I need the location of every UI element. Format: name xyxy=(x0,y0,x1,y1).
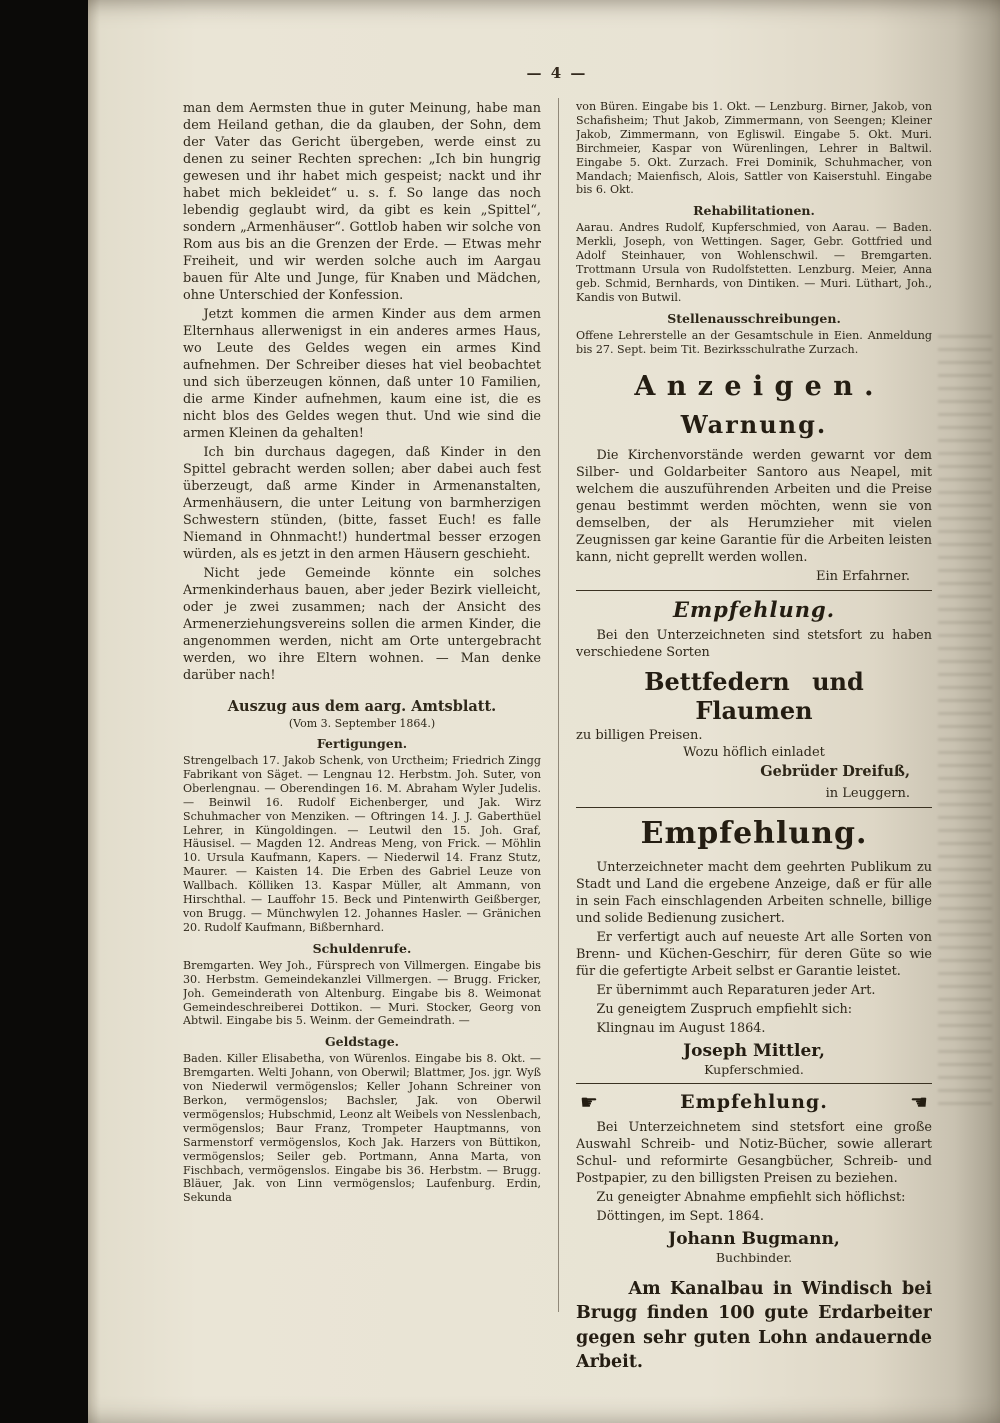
heading-stellenausschreibungen: Stellenausschreibungen. xyxy=(667,310,841,326)
anzeigen-header: Anzeigen. xyxy=(634,370,885,402)
section-rule xyxy=(576,807,932,808)
manicule-right-icon: ☛ xyxy=(580,1089,598,1114)
empfehlung-bettfedern-intro: Bei den Unterzeichneten sind stetsfort zu haben verschiedene Sorten xyxy=(576,627,932,660)
mittler-paragraph: Er übernimmt auch Reparaturen jeder Art. xyxy=(596,982,876,998)
bettfedern-place: in Leuggern. xyxy=(825,785,910,801)
mittler-dateline: Klingnau im August 1864. xyxy=(596,1020,766,1036)
bugmann-dateline: Döttingen, im Sept. 1864. xyxy=(596,1208,764,1224)
heading-rehabilitationen: Rehabilitationen. xyxy=(693,203,815,219)
fertigungen-body: Strengelbach 17. Jakob Schenk, von Urctheim; Friedrich Zingg Fabrikant von Säget. — Lengnau 12. Herbstm. Joh. Suter, von Oberlengnau. — Oberendingen 16. M. Abraham Wyler Judelis. — Beinwil 16. Rudolf Eichenberger, und Jak. Wirz Schuhmacher von Menziken. — Oftringen 14. J. J. Gaberthüel Lehrer, in Küngoldingen. — Leutwil den 15. Joh. Graf, Häusisel. — Magden 12. Andreas Meng, von Frick. — Möhlin 10. Ursula Kaufmann, Kapers. — Niederwil 14. Franz Stutz, Maurer. — Kaisten 14. Die Erben des Gabriel Leuze von Wallbach. Kölliken 13. Kaspar Müller, alt Ammann, von Hirschthal. — Lauffohr 15. Beck und Pintenwirth Geißberger, von Brugg. — Münchwylen 12. Johannes Hasler. — Gränichen 20. Rudolf Kaufmann, Bißbernhard. xyxy=(183,754,541,934)
empfehlung-bugmann-heading: Empfehlung. xyxy=(680,1090,828,1113)
section-rule xyxy=(576,590,932,591)
mittler-role: Kupferschmied. xyxy=(704,1061,804,1077)
rehabilitationen-body: Aarau. Andres Rudolf, Kupferschmied, von Aarau. — Baden. Merkli, Joseph, von Wettingen. Sager, Gebr. Gottfried und Adolf Steinhauer, von Wohlenschwil. — Bremgarten. Trottmann Ursula von Rudolfstetten. Lenzburg. Meier, Anna geb. Schmid, Bernhards, von Dintiken. — Muri. Lüthart, Joh., Kandis von Butwil. xyxy=(576,221,932,304)
geldstage-continuation: von Büren. Eingabe bis 1. Okt. — Lenzburg. Birner, Jakob, von Schafisheim; Thut Jakob, Zimmermann, von Seengen; Kleiner Jakob, Zimmermann, von Egliswil. Eingabe 5. Okt. Muri. Birchmeier, Kaspar von Würenlingen, Lehrer in Baltwil. Eingabe 5. Okt. Zurzach. Frei Dominik, Schuhmacher, von Mandach; Maienfisch, Alois, Sattler von Kaiserstuhl. Eingabe bis 6. Okt. xyxy=(576,100,932,197)
section-rule xyxy=(576,1083,932,1084)
bugmann-signature: Johann Bugmann, xyxy=(668,1228,840,1249)
stellenausschreibungen-body: Offene Lehrerstelle an der Gesamtschule in Eien. Anmeldung bis 27. Sept. beim Tit. Bezirksschulrathe Zurzach. xyxy=(576,328,932,356)
empfehlung-bettfedern-heading: Empfehlung. xyxy=(672,596,836,622)
empfehlung-mittler-heading: Empfehlung. xyxy=(640,815,868,851)
right-column xyxy=(576,100,932,1390)
job-ad: Am Kanalbau in Windisch bei Brugg finden 100 gute Erdarbeiter gegen sehr guten Lohn andauernde Arbeit. xyxy=(576,1278,932,1373)
amtsblatt-date: (Vom 3. September 1864.) xyxy=(288,717,436,730)
article-paragraph: Nicht jede Gemeinde könnte ein solches Armenkinderhaus bauen, aber jeder Bezirk vielleicht, oder je zwei zusammen; nach der Ansicht des Armenerziehungsvereins sollen die armen Kinder, die angenommen werden, nicht am Orte untergebracht werden, wo ihre Eltern wohnen. — Man denke darüber nach! xyxy=(183,566,541,683)
heading-geldstage: Geldstage. xyxy=(324,1034,400,1050)
amtsblatt-title: Auszug aus dem aarg. Amtsblatt. xyxy=(227,698,497,715)
price-line: zu billigen Preisen. xyxy=(576,727,703,743)
geldstage-body: Baden. Killer Elisabetha, von Würenlos. Eingabe bis 8. Okt. — Bremgarten. Welti Johann, von Oberwil; Blattmer, Jos. jgr. Wyß von Niederwil vermögenslos; Keller Johann Schreiner von Berkon, vermögenslos; Bachsler, Jak. von Oberwil vermögenslos; Hubschmid, Leonz alt Weibels von Nesslenbach, vermögenslos; Baur Franz, Trompeter Hauptmanns, von Sarmenstorf vermögenslos, Koch Jak. Harzers von Büttikon, vermögenslos; Seiler geb. Portmann, Anna Marta, von Fischbach, vermögenslos. Eingabe bis 36. Herbstm. — Brugg. Bläuer, Jak. von Linn vermögenslos; Laufenburg. Erdin, Sekunda xyxy=(183,1052,541,1205)
reverse-page-bleedthrough xyxy=(938,330,992,1110)
product-name: Bettfedern und Flaumen xyxy=(644,666,864,725)
heading-schuldenrufe: Schuldenrufe. xyxy=(312,940,412,956)
article-paragraph: man dem Aermsten thue in guter Meinung, habe man dem Heiland gethan, die da glauben, der Sohn, dem der Vater das Gericht übergeben, werde einst zu denen zu seiner Rechten sprechen: „Ich bin hungrig gewesen und ihr habet mich gespeist; nackt und ihr habet mich bekleidet“ u. s. f. So lange das noch lebendig geglaubt wird, da gibt es kein „Spittel“, sondern „Armenhäuser“. Gottlob haben wir solche von Rom aus bis an die Grenzen der Erde. — Etwas mehr Freiheit, und wir werden solche auch im Aargau bauen für Alte und Junge, für Knaben und Mädchen, ohne Unterschied der Konfession. xyxy=(183,101,541,303)
heading-fertigungen: Fertigungen. xyxy=(316,736,408,751)
mittler-paragraph: Unterzeichneter macht dem geehrten Publikum zu Stadt und Land die ergebene Anzeige, daß er für alle in sein Fach einschlagenden Arbeiten schnelle, billige und solide Bedienung zusichert. xyxy=(576,859,932,926)
warnung-body: Die Kirchenvorstände werden gewarnt vor dem Silber- und Goldarbeiter Santoro aus Neapel, mit welchem die auszuführenden Arbeiten und die Preise genau bestimmt werden möchten, wenn sie von demselben, der als Herumzieher mit vielen Zeugnissen gar keine Garantie für die Arbeiten leisten kann, nicht geprellt werden wollen. xyxy=(576,447,932,565)
bugmann-closing: Zu geneigter Abnahme empfiehlt sich höflichst: xyxy=(596,1189,906,1205)
page-number: — 4 — xyxy=(526,64,588,82)
invite-line: Wozu höflich einladet xyxy=(683,744,825,760)
article-paragraph: Jetzt kommen die armen Kinder aus dem armen Elternhaus allerwenigst in ein anderes armes Haus, wo Leute des Geldes wegen ein armes Kind aufnehmen. Der Schreiber dieses hat viel beobachtet und sich überzeugen können, daß unter 10 Familien, die arme Kinder aufnehmen, kaum eine ist, die es nicht blos des Geldes wegen thut. Und wie sind die armen Kleinen da gehalten! xyxy=(183,307,541,441)
mittler-paragraph: Er verfertigt auch auf neueste Art alle Sorten von Brenn- und Küchen-Geschirr, für deren Güte so wie für die gefertigte Arbeit selbst er Garantie leistet. xyxy=(576,929,932,979)
newspaper-page-scan xyxy=(88,0,1000,1423)
mittler-closing: Zu geneigtem Zuspruch empfiehlt sich: xyxy=(596,1001,853,1017)
bugmann-body: Bei Unterzeichnetem sind stetsfort eine große Auswahl Schreib- und Notiz-Bücher, sowie allerart Schul- und reformirte Gesangbücher, Schreib- und Postpapier, zu den billigsten Preisen zu beziehen. xyxy=(576,1119,932,1186)
article-paragraph: Ich bin durchaus dagegen, daß Kinder in den Spittel gebracht werden sollen; aber dabei auch fest überzeugt, daß arme Kinder in Armenanstalten, Armenhäusern, die unter Leitung von barmherzigen Schwestern stünden, (bitte, fasset Euch! es falle Niemand in Ohnmacht!) hundertmal besser erzogen würden, als es jetzt in den armen Häusern geschieht. xyxy=(183,445,541,562)
schuldenrufe-body: Bremgarten. Wey Joh., Fürsprech von Villmergen. Eingabe bis 30. Herbstm. Gemeindekanzlei Villmergen. — Brugg. Fricker, Joh. Gemeinderath von Altenburg. Eingabe bis 8. Weimonat Gemeindeschreiberei Dottikon. — Muri. Stocker, Georg von Abtwil. Eingabe bis 5. Weinm. der Gemeindrath. — xyxy=(183,958,541,1028)
column-divider xyxy=(558,98,559,1312)
left-column xyxy=(183,100,541,1315)
empfehlung-bugmann-heading-row xyxy=(580,1090,928,1114)
warnung-signature: Ein Erfahrner. xyxy=(816,568,910,584)
manicule-left-icon: ☚ xyxy=(910,1089,928,1114)
mittler-signature: Joseph Mittler, xyxy=(683,1040,825,1061)
bettfedern-signature: Gebrüder Dreifuß, xyxy=(760,762,910,780)
bugmann-role: Buchbinder. xyxy=(715,1249,793,1265)
warnung-heading: Warnung. xyxy=(680,409,828,439)
